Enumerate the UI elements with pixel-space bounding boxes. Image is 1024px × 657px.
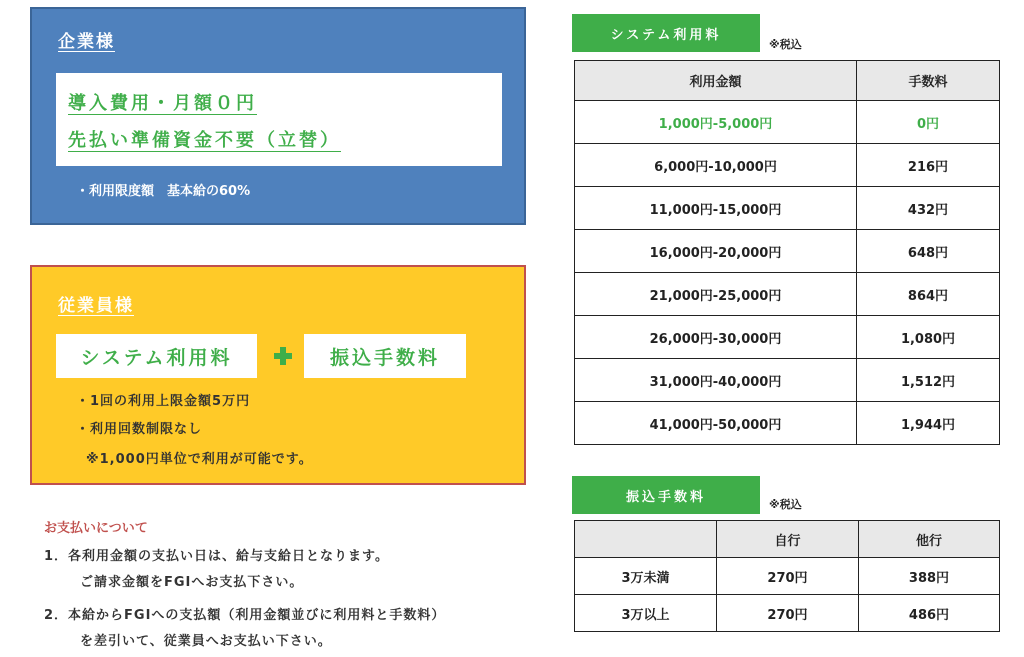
amount-cell: 26,000円-30,000円 <box>575 316 857 359</box>
transfer-fee-label: 振込手数料 <box>572 476 760 514</box>
employee-note: ※1,000円単位で利用が可能です。 <box>86 452 313 467</box>
table-row <box>575 187 1000 230</box>
other-bank-fee-cell: 486円 <box>859 595 1000 632</box>
header-fee: 手数料 <box>857 61 1000 101</box>
table-row <box>575 402 1000 445</box>
corporate-line-1: 導入費用・月額０円 <box>68 93 257 114</box>
system-fee-label: システム利用料 <box>572 14 760 52</box>
employee-panel <box>30 265 526 485</box>
table-header-row <box>575 61 1000 101</box>
table-row <box>575 230 1000 273</box>
fee-cell: 432円 <box>857 187 1000 230</box>
payment-item-2-line-2: を差引いて、従業員へお支払い下さい。 <box>80 634 332 649</box>
table-row <box>575 558 1000 595</box>
corporate-line-2: 先払い準備資金不要（立替） <box>68 130 341 151</box>
table-row <box>575 359 1000 402</box>
fee-cell: 1,944円 <box>857 402 1000 445</box>
own-bank-fee-cell: 270円 <box>717 595 859 632</box>
plus-icon <box>274 347 292 365</box>
fee-cell: 1,080円 <box>857 316 1000 359</box>
amount-range-cell: 3万未満 <box>575 558 717 595</box>
amount-cell: 21,000円-25,000円 <box>575 273 857 316</box>
header-other-bank: 他行 <box>859 521 1000 558</box>
corporate-panel <box>30 7 526 225</box>
fee-cell: 648円 <box>857 230 1000 273</box>
header-blank <box>575 521 717 558</box>
transfer-tax-note: ※税込 <box>769 498 802 511</box>
employee-heading: 従業員様 <box>58 296 134 316</box>
payment-item-1-line-1: 1．各利用金額の支払い日は、給与支給日となります。 <box>44 549 390 564</box>
corporate-note: ・利用限度額 基本給の60% <box>76 184 251 199</box>
fee-cell: 1,512円 <box>857 359 1000 402</box>
system-fee-table <box>574 60 1000 445</box>
amount-cell: 41,000円-50,000円 <box>575 402 857 445</box>
corporate-highlight-box <box>56 73 502 166</box>
table-row <box>575 316 1000 359</box>
table-row <box>575 595 1000 632</box>
header-amount: 利用金額 <box>575 61 857 101</box>
fee-cell: 0円 <box>857 101 1000 144</box>
system-fee-pill: システム利用料 <box>56 334 257 378</box>
table-row <box>575 273 1000 316</box>
other-bank-fee-cell: 388円 <box>859 558 1000 595</box>
payment-title: お支払いについて <box>44 521 148 536</box>
fee-tax-note: ※税込 <box>769 38 802 51</box>
table-row <box>575 144 1000 187</box>
amount-cell: 16,000円-20,000円 <box>575 230 857 273</box>
amount-cell: 11,000円-15,000円 <box>575 187 857 230</box>
amount-cell: 31,000円-40,000円 <box>575 359 857 402</box>
transfer-fee-table <box>574 520 1000 632</box>
amount-cell: 1,000円-5,000円 <box>575 101 857 144</box>
own-bank-fee-cell: 270円 <box>717 558 859 595</box>
employee-bullet-2: ・利用回数制限なし <box>76 422 203 437</box>
transfer-fee-pill: 振込手数料 <box>304 334 466 378</box>
table-header-row <box>575 521 1000 558</box>
fee-cell: 216円 <box>857 144 1000 187</box>
fee-cell: 864円 <box>857 273 1000 316</box>
header-own-bank: 自行 <box>717 521 859 558</box>
amount-cell: 6,000円-10,000円 <box>575 144 857 187</box>
employee-bullet-1: ・1回の利用上限金額5万円 <box>76 394 251 409</box>
corporate-heading: 企業様 <box>58 32 115 52</box>
table-row <box>575 101 1000 144</box>
payment-item-1-line-2: ご請求金額をFGIへお支払下さい。 <box>80 575 304 590</box>
amount-range-cell: 3万以上 <box>575 595 717 632</box>
payment-item-2-line-1: 2．本給からFGIへの支払額（利用金額並びに利用料と手数料） <box>44 608 446 623</box>
